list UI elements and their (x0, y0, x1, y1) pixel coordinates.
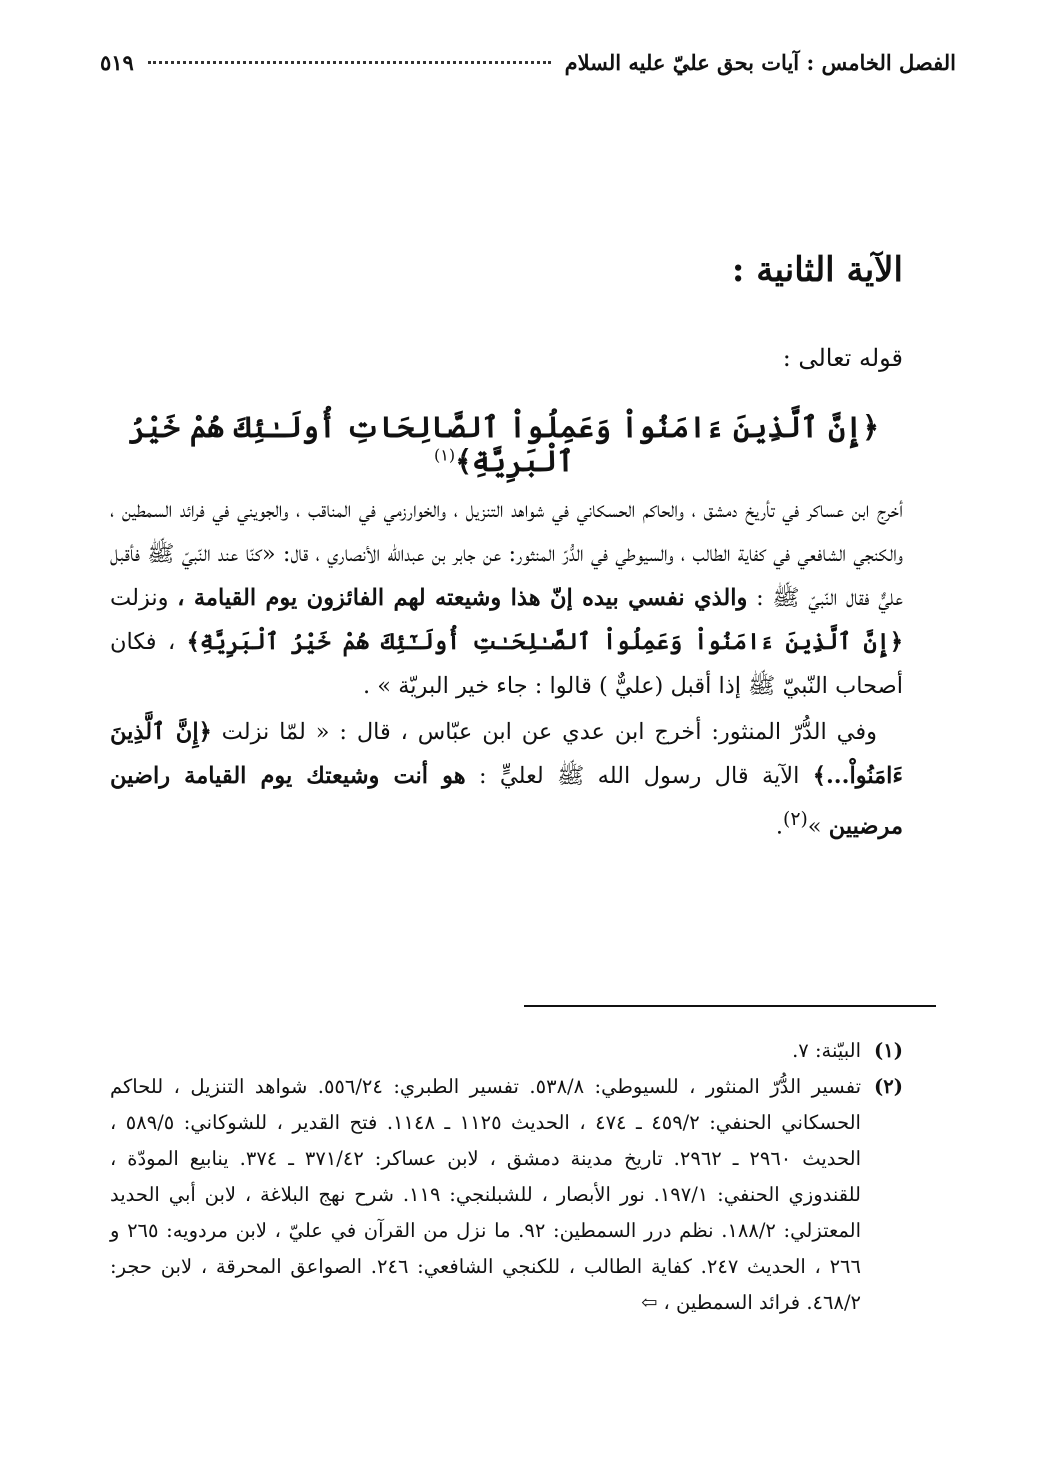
inline-verse: ﴿إِنَّ ٱلَّذِينَ ءَامَنُواْ وَعَمِلُواْ ٱلصَّـٰلِحَـٰتِ أُولَـٰٓئِكَ هُمْ خَيْرُ ٱلْبَرِيَّةِ﴾ (186, 629, 904, 655)
footnote-number: (١) (874, 1039, 903, 1062)
quote-close: » (807, 813, 822, 840)
leader-dots (148, 60, 551, 64)
footnote-number: (٢) (874, 1075, 903, 1098)
footnote-ref-1: (١) (433, 445, 456, 465)
footnote-text: البيّنة: ٧. (792, 1039, 861, 1062)
quran-verse (110, 410, 898, 478)
paragraph-1-connector: ونزلت (110, 585, 169, 611)
section-title: الآية الثانية : (731, 250, 903, 290)
inline-verse-2: ﴿إِنَّ ٱلَّذِينَ ءَامَنُواْ...﴾ (110, 719, 903, 789)
paragraph-2-connector: الآية قال رسول الله ﷺ لعليٍّ : (478, 763, 800, 789)
paragraph-2-end: . (775, 813, 784, 840)
running-head (100, 42, 956, 82)
chapter-title: الفصل الخامس : آيات بحق عليّ عليه السلام (564, 49, 956, 75)
paragraph-2-text: وفي الدُّرّ المنثور: أخرج ابن عدي عن ابن عبّاس ، قال : « لمّا نزلت (221, 719, 878, 745)
verse-intro: قوله تعالى : (782, 344, 903, 372)
paragraph-1-text: أخرج ابن عساكر في تأريخ دمشق ، والحاكم الحسكاني في شواهد التنزيل ، والخوارزمي في المناقب ، والجويني في فرائد السمطين ، والكنجي الشافعي في كفاية الطالب ، والسيوطي في الدُّرّ المنثور: عن جابر بن عبدالله الأنصاري ، قال: «كنّا عند النّبيّ ﷺ فأقبل عليٌّ فقال النّبيّ ﷺ : (110, 497, 903, 611)
footnotes (110, 1033, 903, 1321)
hadith-quote-2: هو أنت وشيعتك يوم القيامة راضين مرضيين (110, 763, 903, 840)
footnote-2 (110, 1069, 903, 1321)
footnote-separator (524, 1005, 936, 1007)
verse-text: ﴿إِنَّ ٱلَّذِينَ ءَامَنُواْ وَعَمِلُواْ ٱلصَّالِحَاتِ أُولَـٰئِكَ هُمْ خَيْرُ ٱلْبَرِيَّةِ﴾ (128, 410, 880, 478)
footnote-ref-2: (٢) (783, 809, 808, 830)
footnote-text: تفسير الدُّرّ المنثور ، للسيوطي: ٥٣٨/٨. تفسير الطبري: ٥٥٦/٢٤. شواهد التنزيل ، للحاكم الحسكاني الحنفي: ٤٥٩/٢ ـ ٤٧٤ ، الحديث ١١٢٥ ـ ١١٤٨. فتح القدير ، للشوكاني: ٥٨٩/٥ ، الحديث ٢٩٦٠ ـ ٢٩٦٢. تاريخ مدينة دمشق ، لابن عساكر: ٣٧١/٤٢ ـ ٣٧٤. ينابيع المودّة ، للقندوزي الحنفي: ١٩٧/١. نور الأبصار ، للشبلنجي: ١١٩. شرح نهج البلاغة ، لابن أبي الحديد المعتزلي: ١٨٨/٢. نظم درر السمطين: ٩٢. ما نزل من القرآن في عليّ ، لابن مردويه: ٢٦٥ و ٢٦٦ ، الحديث ٢٤٧. كفاية الطالب ، للكنجي الشافعي: ٢٤٦. الصواعق المحرقة ، لابن حجر: ٤٦٨/٢. فرائد السمطين ، ⇦ (110, 1075, 861, 1314)
footnote-1 (110, 1033, 903, 1069)
paragraph-1 (110, 488, 903, 708)
body-text (110, 488, 903, 849)
paragraph-1-end: ، فكان أصحاب النّبيّ ﷺ إذا أقبل (عليٌّ ) قالوا : جاء خير البريّة » . (110, 629, 903, 699)
hadith-quote: والذي نفسي بيده إنّ هذا وشيعته لهم الفائزون يوم القيامة ، (177, 585, 748, 611)
paragraph-2 (110, 710, 903, 849)
page-number: ٥١٩ (100, 49, 134, 75)
